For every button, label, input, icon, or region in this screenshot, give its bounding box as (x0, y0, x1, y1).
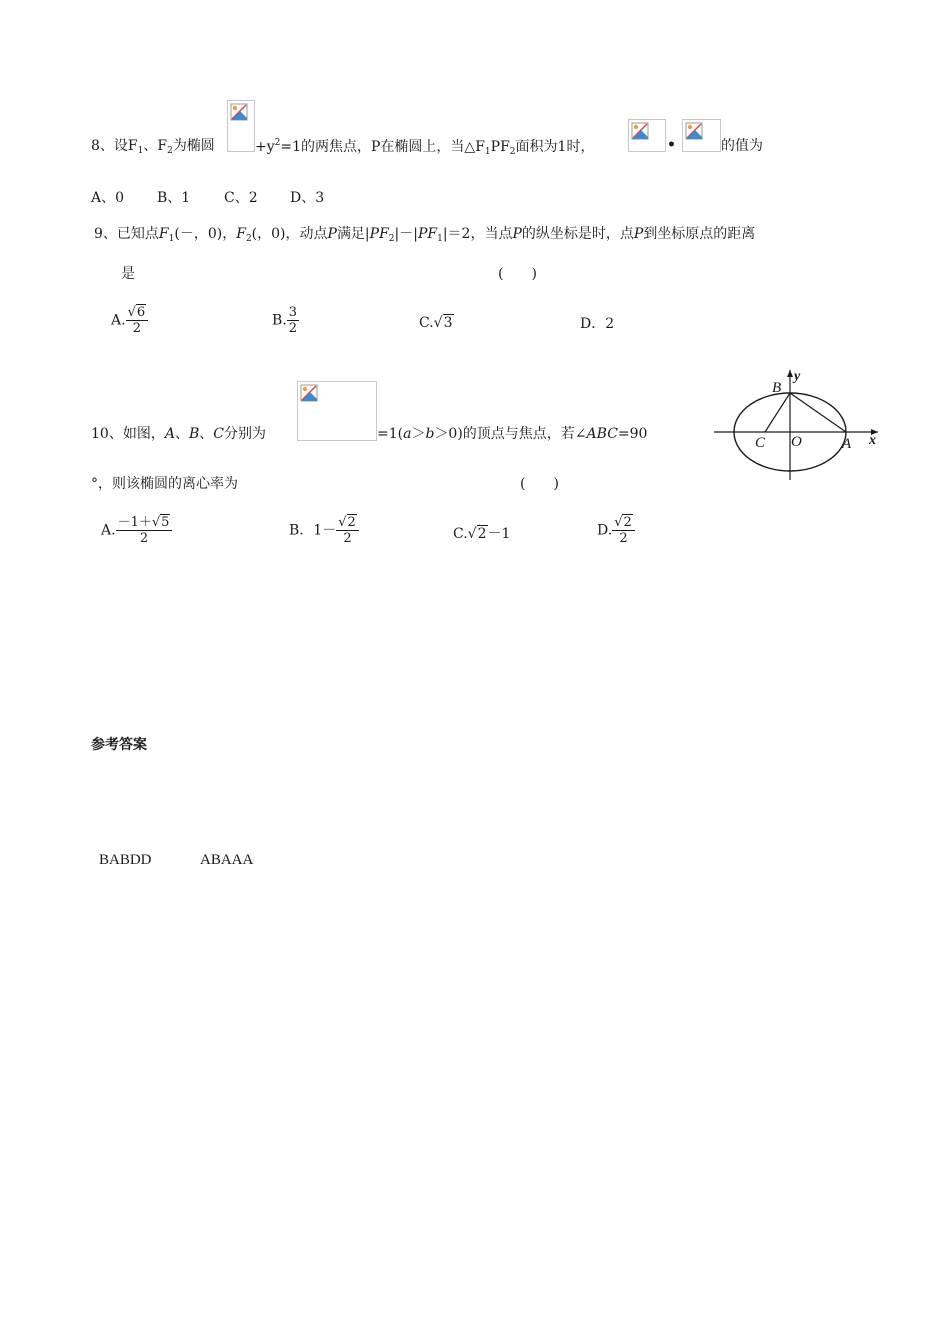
q10-opt-label: B．1－ (289, 522, 337, 539)
q9-text: PF (369, 226, 389, 242)
numerator-text: －1＋ (117, 515, 152, 530)
q9-sub: 2 (245, 234, 252, 244)
radicand: 2 (477, 526, 487, 542)
q8-option-b: B、1 (157, 190, 191, 206)
q10-text: b (425, 426, 435, 442)
radicand: 6 (136, 305, 146, 320)
question-10-stem-left (91, 427, 266, 441)
q9-text: PF (417, 226, 438, 242)
q9-text: F (158, 226, 169, 242)
broken-image-ellipse-q8 (227, 100, 255, 152)
answers-group-2: ABAAA (200, 852, 254, 868)
denominator: 2 (288, 321, 298, 336)
q8-text: 、F (143, 138, 168, 154)
q8-sub: 1 (137, 146, 144, 156)
ellipse-figure (706, 360, 890, 485)
q9-opt-label: B. (272, 312, 287, 329)
question-9-stem (94, 227, 755, 244)
q10-text: =1( (377, 426, 404, 442)
radical: √2 (467, 526, 487, 542)
broken-image-icon (230, 103, 248, 121)
broken-image-icon (685, 122, 703, 140)
broken-image-vector-1 (628, 119, 666, 152)
fraction: $\frac{√2}{2}$ (336, 516, 359, 545)
radical: √3 (433, 315, 453, 331)
q8-sub: 2 (167, 146, 173, 156)
question-10-stem-right (377, 427, 647, 441)
q9-sub: 2 (388, 234, 395, 244)
q8-text: 8、设F (91, 138, 138, 154)
q9-opt-label: C. (419, 315, 434, 331)
radicand: 2 (623, 515, 632, 530)
q10-text: 、 (174, 426, 189, 442)
broken-image-ellipse-q10 (297, 381, 377, 441)
q8-text: 面积为1时， (515, 139, 595, 155)
q10-opt-label: D. (597, 522, 613, 539)
q9-option-b (272, 306, 299, 335)
label-y: y (794, 369, 801, 384)
q9-text: (，0)，动点 (251, 226, 328, 242)
fraction: $\frac{√2}{2}$ (612, 516, 635, 545)
radicand: 2 (347, 515, 356, 530)
q9-text: P (633, 226, 644, 242)
question-9-answer-paren: ( ) (498, 266, 537, 282)
q10-opt-label: A. (101, 522, 116, 539)
dot-product-symbol: • (667, 137, 676, 153)
q10-text: 10、如图， (91, 426, 165, 442)
fraction: $\frac{√6}{2}$ (126, 306, 149, 335)
label-x: x (869, 433, 876, 448)
question-8-stem-left (91, 139, 215, 156)
q9-opt-label: A. (111, 312, 126, 329)
q8-text: =1的两焦点，P在椭圆上，当△F (280, 139, 485, 155)
broken-image-icon (300, 384, 318, 402)
q10-opt-label: C. (453, 526, 468, 542)
q10-text: ＞0)的顶点与焦点，若∠ (434, 426, 587, 442)
label-c: C (755, 435, 766, 451)
q8-option-c: C、2 (224, 190, 258, 206)
denominator: 2 (619, 531, 628, 546)
q10-option-a (101, 516, 172, 545)
q10-text: B (188, 426, 200, 442)
fraction (287, 306, 299, 335)
q8-sub: 2 (509, 147, 516, 157)
q9-option-c (419, 316, 454, 330)
q8-option-a: A、0 (91, 190, 125, 206)
radicand: 5 (161, 515, 170, 530)
q9-text: F (236, 226, 246, 242)
question-10-line2: °，则该椭圆的离心率为 (91, 476, 238, 492)
q9-text: 到坐标原点的距离 (643, 226, 756, 242)
denominator: 2 (132, 321, 141, 336)
denominator: 2 (343, 531, 352, 546)
q8-text: PF (490, 139, 510, 155)
q10-opt-tail: －1 (487, 526, 511, 542)
label-o: O (791, 434, 802, 450)
q8-sub: 1 (484, 147, 491, 157)
question-8-stem-middle (255, 139, 594, 157)
q8-text: +y (255, 139, 275, 155)
q8-text: 为椭圆 (172, 138, 215, 154)
q9-text: P (327, 226, 337, 242)
q10-option-d (597, 516, 635, 545)
q10-option-c (453, 527, 510, 541)
answers-group-1: BABDD (99, 852, 152, 868)
label-a: A (842, 436, 852, 452)
denominator: 2 (139, 531, 149, 546)
q10-text: a (403, 426, 412, 442)
q9-sub: 1 (437, 234, 443, 244)
q9-text: 9、已知点 (94, 226, 159, 242)
q9-text: 的纵坐标是时，点 (521, 226, 634, 242)
q10-text: C (213, 426, 224, 442)
q10-text: ABC (586, 426, 618, 442)
numerator: 3 (288, 305, 298, 320)
q9-text: 满足| (336, 226, 370, 242)
question-8-stem-right: 的值为 (721, 138, 763, 154)
q9-option-d: D．2 (580, 316, 615, 332)
q10-text: ＞ (411, 426, 426, 442)
q10-text: 、 (199, 426, 214, 442)
q9-text: (－，0)， (174, 226, 237, 242)
q10-text: A (164, 426, 175, 442)
q8-sup: 2 (274, 138, 281, 148)
radicand: 3 (443, 315, 453, 331)
q9-sub: 1 (168, 234, 175, 244)
segment-bc (765, 393, 790, 432)
q10-text: =90 (617, 426, 648, 442)
q9-text: P (512, 226, 522, 242)
answers-heading: 参考答案 (91, 737, 147, 753)
label-b: B (772, 380, 782, 396)
fraction: $\frac{-1+√5}{2}$ (116, 516, 173, 545)
q9-text: |－| (394, 226, 418, 242)
question-10-answer-paren: ( ) (520, 476, 559, 492)
q9-option-a (111, 306, 148, 335)
y-axis-arrow (787, 370, 793, 377)
broken-image-vector-2 (682, 119, 721, 152)
broken-image-icon (631, 122, 649, 140)
q10-option-b (289, 516, 359, 545)
q8-option-d: D、3 (290, 190, 325, 206)
q10-text: 分别为 (223, 426, 266, 442)
question-9-line2: 是 (121, 266, 135, 282)
q9-text: |＝2，当点 (442, 226, 513, 242)
